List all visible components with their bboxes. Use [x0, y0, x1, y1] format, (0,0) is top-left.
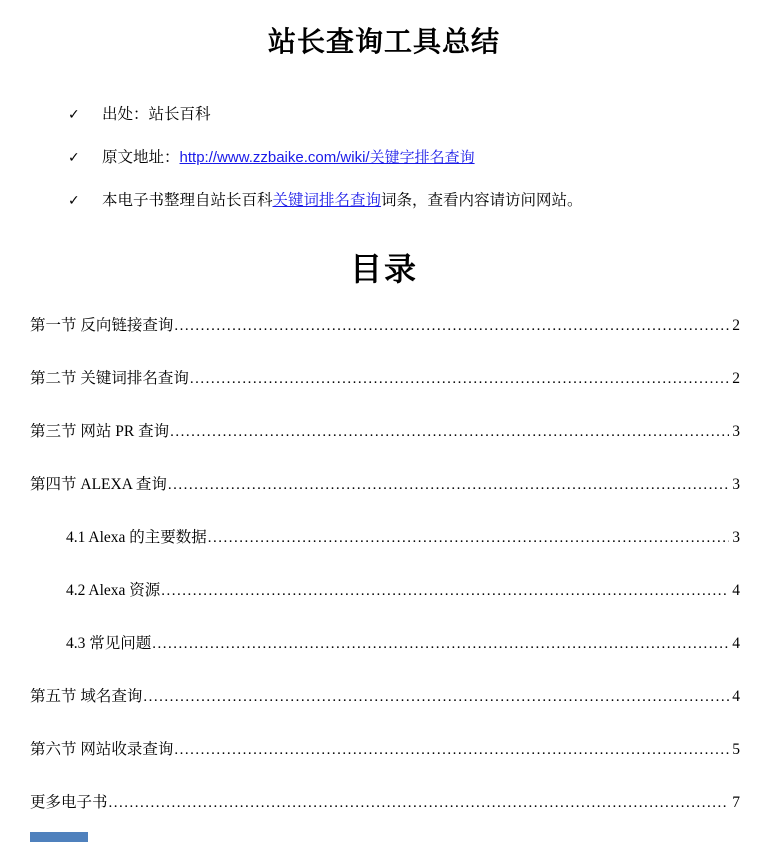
source-url-link[interactable]: http://www.zzbaike.com/wiki/关键字排名查询 [179, 149, 475, 166]
bullet-text-segment: 本电子书整理自站长百科 [102, 192, 273, 209]
bullet-list [68, 104, 728, 212]
toc-entry-label: 4.2 Alexa 资源 [66, 582, 161, 599]
toc-entry-section1[interactable] [30, 316, 740, 336]
toc-list [0, 316, 768, 813]
toc-entry-label: 第三节 网站 PR 查询 [30, 423, 170, 440]
dot-leader [174, 740, 729, 760]
dot-leader [109, 793, 729, 813]
toc-entry-section2[interactable] [30, 369, 740, 389]
list-item [68, 190, 728, 212]
toc-entry-label: 4.3 常见问题 [66, 635, 152, 652]
toc-page-number: 3 [732, 529, 740, 546]
toc-entry-label: 第六节 网站收录查询 [30, 741, 174, 758]
dot-leader [170, 422, 729, 442]
toc-page-number: 4 [732, 582, 740, 599]
bottom-accent-bar [30, 832, 88, 842]
toc-entry-section4[interactable] [30, 475, 740, 495]
toc-entry-section6[interactable] [30, 740, 740, 760]
toc-entry-label: 4.1 Alexa 的主要数据 [66, 529, 207, 546]
toc-page-number: 3 [732, 476, 740, 493]
toc-entry-section4-2[interactable] [30, 581, 740, 601]
toc-entry-label: 更多电子书 [30, 794, 108, 811]
toc-page-number: 5 [732, 741, 740, 758]
bullet-text [102, 147, 475, 168]
dot-leader [168, 475, 729, 495]
checkmark-icon: ✓ [68, 193, 80, 209]
toc-entry-more-ebooks[interactable] [30, 793, 740, 813]
dot-leader [190, 369, 729, 389]
toc-entry-label: 第四节 ALEXA 查询 [30, 476, 167, 493]
toc-entry-label: 第一节 反向链接查询 [30, 317, 174, 334]
bullet-text-segment: 词条，查看内容请访问网站。 [381, 192, 583, 209]
dot-leader [174, 316, 729, 336]
toc-page-number: 3 [732, 423, 740, 440]
wiki-entry-link[interactable]: 关键词排名查询 [272, 192, 382, 209]
bullet-text-segment: 原文地址： [102, 149, 180, 166]
checkmark-icon: ✓ [68, 107, 80, 123]
toc-entry-section3[interactable] [30, 422, 740, 442]
toc-entry-section4-3[interactable] [30, 634, 740, 654]
toc-entry-section5[interactable] [30, 687, 740, 707]
toc-page-number: 2 [732, 317, 740, 334]
bullet-text [102, 104, 211, 125]
bullet-text-segment: 出处：站长百科 [102, 106, 211, 123]
toc-entry-label: 第五节 域名查询 [30, 688, 143, 705]
toc-page-number: 4 [732, 688, 740, 705]
toc-heading: 目录 [349, 251, 418, 287]
page-title: 站长查询工具总结 [267, 27, 500, 58]
toc-page-number: 2 [732, 370, 740, 387]
list-item [68, 104, 728, 126]
dot-leader [143, 687, 729, 707]
list-item [68, 147, 728, 169]
dot-leader [152, 634, 729, 654]
dot-leader [161, 581, 729, 601]
toc-entry-label: 第二节 关键词排名查询 [30, 370, 189, 387]
dot-leader [208, 528, 729, 548]
toc-page-number: 4 [732, 635, 740, 652]
bullet-text [102, 190, 583, 211]
toc-page-number: 7 [732, 794, 740, 811]
toc-entry-section4-1[interactable] [30, 528, 740, 548]
checkmark-icon: ✓ [68, 150, 80, 166]
